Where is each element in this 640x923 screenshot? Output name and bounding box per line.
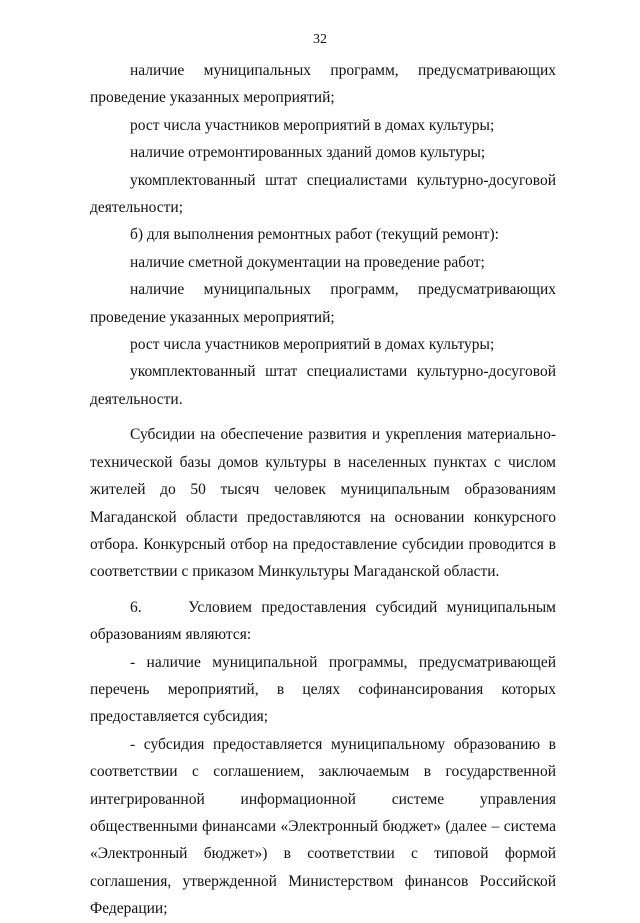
page-number: 32	[313, 32, 327, 47]
paragraph-condition-agreement: - субсидия предоставляется муниципальному образованию в соответствии с соглашением, заключаемым в государственной интегрированной информационной системе управления общественными финансами «Электронный бюджет» (далее – система «Электронный бюджет») в соответствии с типовой формой соглашения, утвержденной Министерством финансов Российской Федерации;	[90, 735, 556, 918]
document-body	[90, 57, 560, 923]
paragraph-municipal-programs-2: наличие муниципальных программ, предусматривающих проведение указанных мероприятий;	[90, 281, 556, 326]
paragraph-renovated-buildings: наличие отремонтированных зданий домов культуры;	[130, 144, 486, 162]
paragraph-participants-growth-1: рост числа участников мероприятий в домах культуры;	[130, 116, 495, 134]
paragraph-estimate-documentation: наличие сметной документации на проведение работ;	[130, 253, 485, 271]
paragraph-municipal-programs-1: наличие муниципальных программ, предусматривающих проведение указанных мероприятий;	[90, 62, 556, 107]
paragraph-section-6-conditions: 6. Условием предоставления субсидий муниципальным образованиям являются:	[90, 598, 560, 644]
paragraph-repair-works-heading: б) для выполнения ремонтных работ (текущий ремонт):	[130, 226, 499, 244]
paragraph-participants-growth-2: рост числа участников мероприятий в домах культуры;	[130, 336, 495, 354]
paragraph-condition-program: - наличие муниципальной программы, предусматривающей перечень мероприятий, в целях софинансирования которых предоставляется субсидия;	[90, 653, 556, 726]
paragraph-subsidies-competition: Субсидии на обеспечение развития и укрепления материально-технической базы домов культуры в населенных пунктах с числом жителей до 50 тысяч человек муниципальным образованиям Магаданской области предоставляются на основании конкурсного отбора. Конкурсный отбор на предоставление субсидии проводится в соответствии с приказом Минкультуры Магаданской области.	[90, 426, 556, 581]
paragraph-staffing-2: укомплектованный штат специалистами культурно-досуговой деятельности.	[90, 363, 556, 408]
paragraph-staffing-1: укомплектованный штат специалистами культурно-досуговой деятельности;	[90, 171, 556, 217]
